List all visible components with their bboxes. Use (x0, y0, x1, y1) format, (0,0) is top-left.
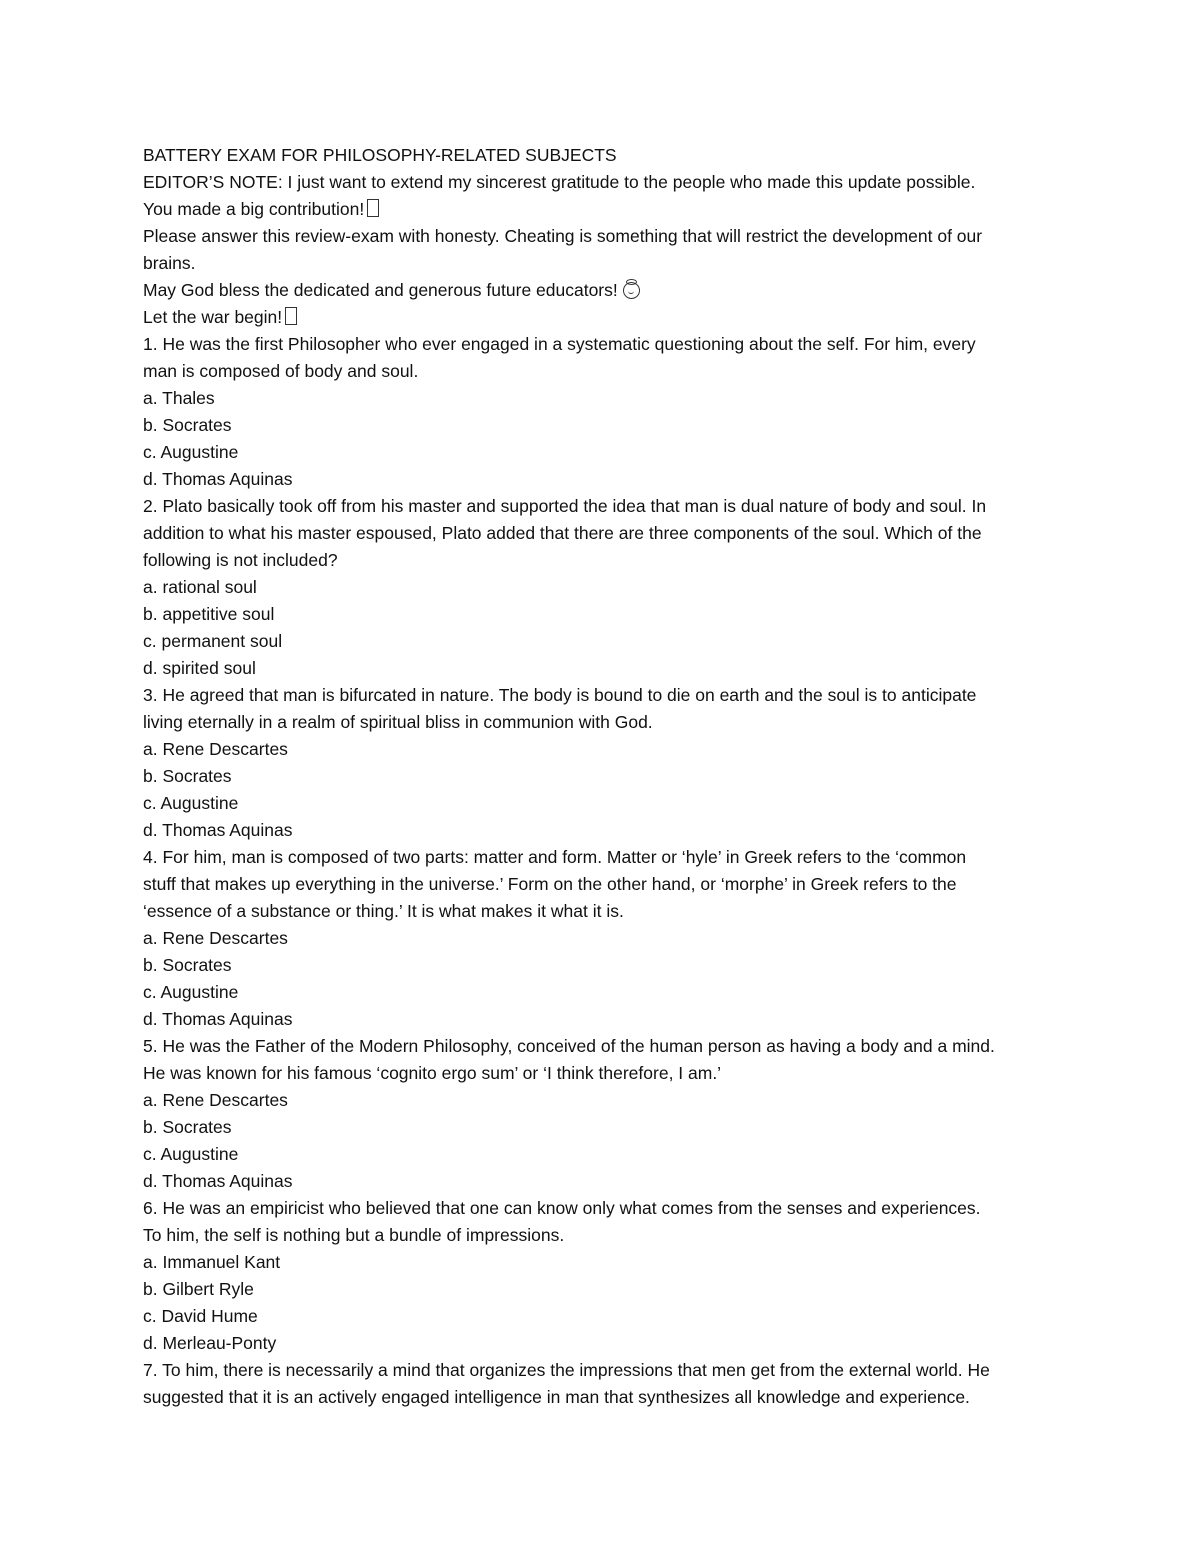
question-text-line: 3. He agreed that man is bifurcated in nature. The body is bound to die on earth and the soul is to anticipate (143, 685, 977, 705)
contribution-text: You made a big contribution! (143, 199, 365, 219)
answer-option: a. rational soul (143, 577, 257, 597)
question-block (143, 493, 1063, 682)
missing-glyph-icon (367, 199, 379, 217)
answer-option: d. Thomas Aquinas (143, 469, 293, 489)
document-title: BATTERY EXAM FOR PHILOSOPHY-RELATED SUBJECTS (143, 145, 617, 165)
answer-option: a. Immanuel Kant (143, 1252, 281, 1272)
question-block (143, 844, 1063, 1033)
question-block (143, 1195, 1063, 1357)
question-text-line: 2. Plato basically took off from his master and supported the idea that man is dual nature of body and soul. In (143, 496, 987, 516)
answer-option: d. Thomas Aquinas (143, 1009, 293, 1029)
halo-smile-icon (623, 282, 640, 299)
answer-option: d. Thomas Aquinas (143, 820, 293, 840)
question-text-line: living eternally in a realm of spiritual bliss in communion with God. (143, 712, 653, 732)
question-text-line: 6. He was an empiricist who believed that one can know only what comes from the senses and experiences. (143, 1198, 981, 1218)
answer-option: b. Socrates (143, 1117, 232, 1137)
question-block (143, 682, 1063, 844)
question-text-line: To him, the self is nothing but a bundle of impressions. (143, 1225, 565, 1245)
answer-option: c. permanent soul (143, 631, 283, 651)
answer-option: c. Augustine (143, 442, 239, 462)
question-text-line: ‘essence of a substance or thing.’ It is what makes it what it is. (143, 901, 624, 921)
answer-option: b. Socrates (143, 955, 232, 975)
question-block (143, 1033, 1063, 1195)
answer-option: a. Rene Descartes (143, 739, 288, 759)
question-text-line: following is not included? (143, 550, 338, 570)
war-line (143, 304, 1063, 331)
question-block (143, 1357, 1063, 1411)
question-list (143, 331, 1063, 1411)
question-text-line: 5. He was the Father of the Modern Philosophy, conceived of the human person as having a body and a mind. (143, 1036, 995, 1056)
answer-option: b. Socrates (143, 766, 232, 786)
answer-option: a. Rene Descartes (143, 1090, 288, 1110)
answer-option: a. Rene Descartes (143, 928, 288, 948)
answer-option: c. David Hume (143, 1306, 258, 1326)
question-block (143, 331, 1063, 493)
answer-option: b. Socrates (143, 415, 232, 435)
war-text: Let the war begin! (143, 307, 283, 327)
question-text-line: 7. To him, there is necessarily a mind that organizes the impressions that men get from the external world. He (143, 1360, 990, 1380)
answer-option: d. Thomas Aquinas (143, 1171, 293, 1191)
question-text-line: 4. For him, man is composed of two parts: matter and form. Matter or ‘hyle’ in Greek refers to the ‘common (143, 847, 967, 867)
question-text-line: addition to what his master espoused, Plato added that there are three components of the soul. Which of the (143, 523, 982, 543)
question-text-line: suggested that it is an actively engaged intelligence in man that synthesizes all knowledge and experience. (143, 1387, 970, 1407)
missing-glyph-icon (285, 307, 297, 325)
answer-option: d. spirited soul (143, 658, 256, 678)
contribution-line (143, 196, 1063, 223)
honesty-line-1: Please answer this review-exam with honesty. Cheating is something that will restrict the development of our (143, 226, 983, 246)
answer-option: b. Gilbert Ryle (143, 1279, 254, 1299)
honesty-line-2: brains. (143, 253, 196, 273)
question-text-line: 1. He was the first Philosopher who ever engaged in a systematic questioning about the self. For him, every (143, 334, 976, 354)
editor-note: EDITOR’S NOTE: I just want to extend my sincerest gratitude to the people who made this update possible. (143, 172, 976, 192)
question-text-line: stuff that makes up everything in the universe.’ Form on the other hand, or ‘morphe’ in Greek refers to the (143, 874, 957, 894)
answer-option: a. Thales (143, 388, 215, 408)
document-page (143, 142, 1063, 1411)
answer-option: c. Augustine (143, 793, 239, 813)
blessing-line (143, 277, 1063, 304)
answer-option: b. appetitive soul (143, 604, 275, 624)
answer-option: c. Augustine (143, 982, 239, 1002)
answer-option: d. Merleau-Ponty (143, 1333, 277, 1353)
question-text-line: man is composed of body and soul. (143, 361, 419, 381)
answer-option: c. Augustine (143, 1144, 239, 1164)
blessing-text: May God bless the dedicated and generous future educators! (143, 280, 618, 300)
question-text-line: He was known for his famous ‘cognito ergo sum’ or ‘I think therefore, I am.’ (143, 1063, 722, 1083)
